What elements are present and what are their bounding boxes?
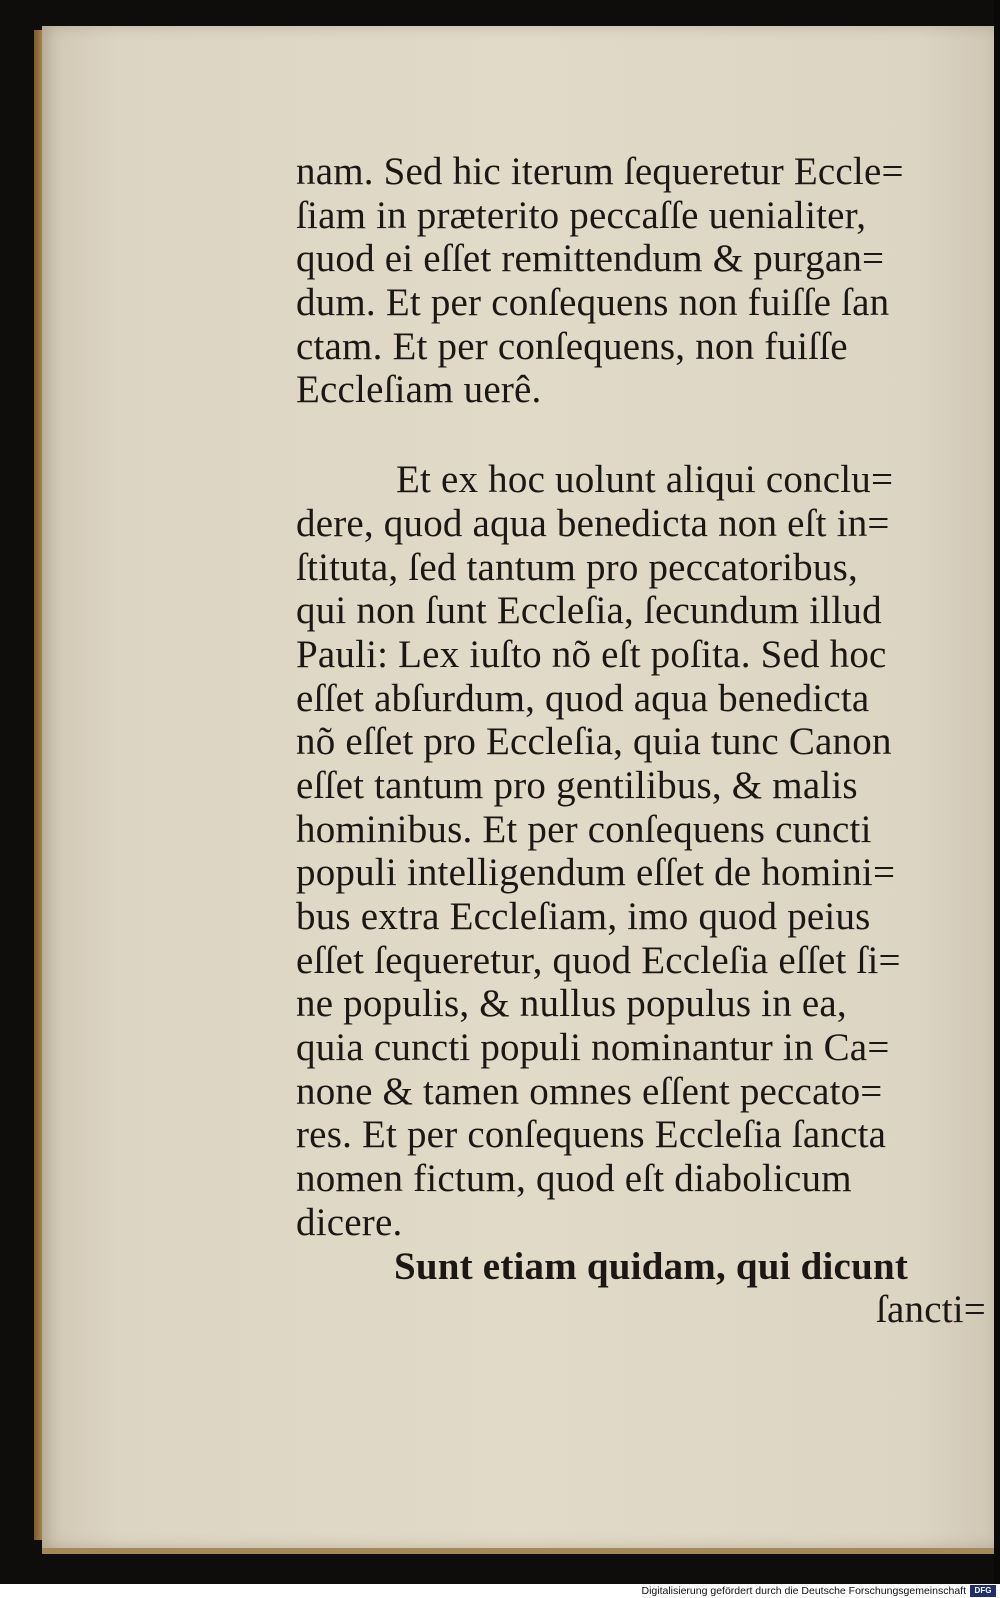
text-line: nõ eſſet pro Eccleſia, quia tunc Canon bbox=[296, 720, 892, 764]
paragraph-1 bbox=[296, 150, 996, 412]
dfg-logo-icon: DFG bbox=[970, 1585, 996, 1597]
page-text bbox=[296, 150, 996, 1332]
scanned-page bbox=[42, 26, 994, 1554]
text-line: eſſet abſurdum, quod aqua benedicta bbox=[296, 676, 870, 720]
text-line: Sunt etiam quidam, qui dicunt bbox=[394, 1244, 909, 1288]
text-line: dere, quod aqua benedicta non eſt in= bbox=[296, 501, 890, 545]
text-line: nam. Sed hic iterum ſequeretur Eccle= bbox=[296, 150, 904, 193]
text-line: quia cuncti populi nominantur in Ca= bbox=[296, 1026, 890, 1070]
text-line: hominibus. Et per conſequens cuncti bbox=[296, 807, 872, 851]
catchword: ſancti= bbox=[875, 1288, 986, 1332]
text-line: ſiam in præterito peccaſſe uenialiter, bbox=[296, 193, 867, 237]
paragraph-3 bbox=[296, 1245, 996, 1332]
text-line: Eccleſiam uerê. bbox=[296, 368, 542, 412]
text-line: quod ei eſſet remittendum & purgan= bbox=[296, 237, 885, 281]
text-line: Et ex hoc uolunt aliqui conclu= bbox=[396, 458, 894, 502]
text-line: none & tamen omnes eſſent peccato= bbox=[296, 1069, 883, 1113]
funding-credit: Digitalisierung gefördert durch die Deutsche Forschungsgemeinschaft bbox=[641, 1585, 966, 1597]
text-line: eſſet ſequeretur, quod Eccleſia eſſet ſi= bbox=[296, 938, 901, 982]
text-line: ſtituta, ſed tantum pro peccatoribus, bbox=[296, 545, 858, 589]
text-line: ne populis, & nullus populus in ea, bbox=[296, 982, 847, 1026]
footer-bar bbox=[0, 1584, 1000, 1598]
scan-border bbox=[994, 0, 1000, 1584]
text-line: nomen fictum, quod eſt diabolicum bbox=[296, 1157, 852, 1201]
text-line: dicere. bbox=[296, 1200, 403, 1244]
text-line: eſſet tantum pro gentilibus, & malis bbox=[296, 763, 858, 807]
text-line: bus extra Eccleſiam, imo quod peius bbox=[296, 895, 871, 938]
text-line: Pauli: Lex iuſto nõ eſt poſita. Sed hoc bbox=[296, 632, 887, 676]
text-line: res. Et per conſequens Eccleſia ſancta bbox=[296, 1113, 887, 1157]
text-line: ctam. Et per conſequens, non fuiſſe bbox=[296, 324, 848, 368]
text-line: dum. Et per conſequens non fuiſſe ſan bbox=[296, 281, 890, 325]
text-line: populi intelligendum eſſet de homini= bbox=[296, 851, 896, 895]
paragraph-2 bbox=[296, 458, 996, 1244]
text-line: qui non ſunt Eccleſia, ſecundum illud bbox=[296, 589, 882, 633]
